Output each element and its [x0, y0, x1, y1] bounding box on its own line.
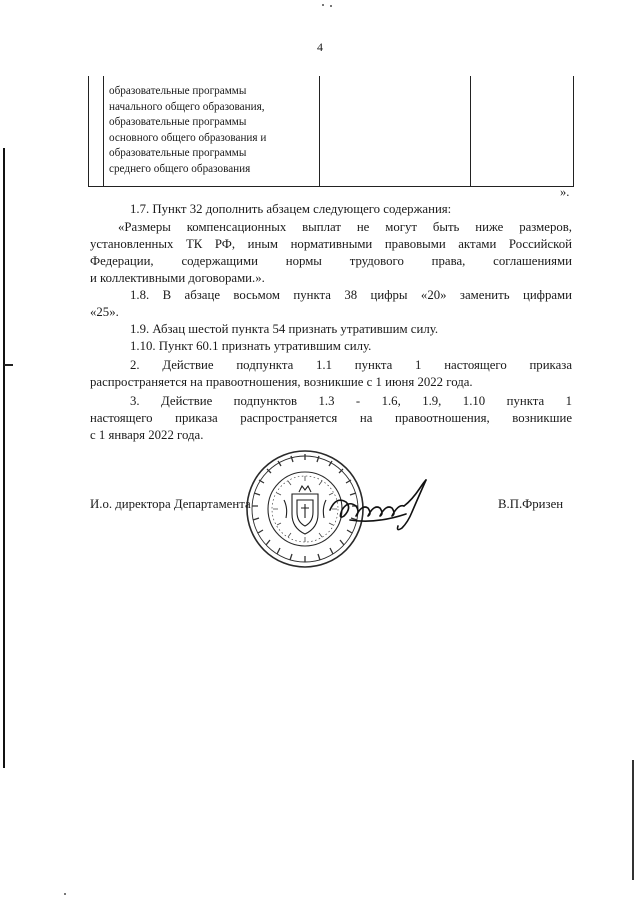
paragraph-line-text: настоящего приказа распространяется на правоотношения, возникшие	[90, 411, 572, 425]
quote-line-2	[90, 236, 572, 253]
paragraph-3-line-3: с 1 января 2022 года.	[90, 428, 204, 442]
scan-edge-line-left	[3, 148, 5, 768]
table-cell-line: начального общего образования,	[109, 100, 265, 113]
signatory-title: И.о. директора Департамента	[90, 497, 251, 511]
quote-line-3	[90, 253, 572, 270]
paragraph-line-text: 3. Действие подпунктов 1.3 - 1.6, 1.9, 1.10 пункта 1	[130, 394, 572, 408]
table-column-number	[89, 76, 104, 186]
quote-line-1	[118, 219, 572, 236]
table-cell-line: среднего общего образования	[109, 162, 251, 175]
paragraph-line-text: 2. Действие подпункта 1.1 пункта 1 настоящего приказа	[130, 358, 572, 372]
paragraph-3-line-1	[130, 393, 572, 410]
paragraph-1-9: 1.9. Абзац шестой пункта 54 признать утратившим силу.	[130, 322, 439, 336]
paragraph-1-10: 1.10. Пункт 60.1 признать утратившим силу.	[130, 339, 372, 353]
scan-edge-line-right	[632, 760, 634, 880]
table-closing-quote: ».	[560, 185, 570, 199]
quote-line-text: Федерации, содержащими нормы трудового права, соглашениями	[90, 254, 572, 268]
paragraph-2-line-2: распространяется на правоотношения, возникшие с 1 июня 2022 года.	[90, 375, 473, 389]
paragraph-2-line-1	[130, 357, 572, 374]
paragraph-1-7: 1.7. Пункт 32 дополнить абзацем следующего содержания:	[130, 202, 452, 216]
table-cell-line: образовательные программы	[109, 85, 247, 97]
page-number: 4	[317, 40, 323, 54]
paragraph-line-text: 1.8. В абзаце восьмом пункта 38 цифры «20» заменить цифрами	[130, 288, 572, 302]
table-cell-programs	[109, 84, 319, 178]
table-cell-line: образовательные программы	[109, 147, 247, 160]
scan-margin-mark	[4, 364, 13, 366]
table-cell-line: основного общего образования и	[109, 131, 267, 144]
scan-speck	[64, 893, 66, 895]
signatory-name: В.П.Фризен	[498, 497, 564, 511]
paragraph-1-8-line-2: «25».	[90, 305, 119, 319]
table-column-empty-1	[320, 76, 471, 186]
scan-speck	[330, 5, 332, 7]
paragraph-3-line-2	[90, 410, 572, 427]
scan-speck	[322, 4, 324, 6]
quote-line-4: и коллективными договорами.».	[90, 271, 265, 285]
paragraph-1-8-line-1	[130, 287, 572, 304]
handwritten-signature-image	[326, 476, 436, 536]
table-cell-line: образовательные программы	[109, 116, 247, 129]
table-fragment	[88, 76, 574, 187]
quote-line-text: «Размеры компенсационных выплат не могут быть ниже размеров,	[118, 220, 572, 234]
quote-line-text: установленных ТК РФ, иным нормативными правовыми актами Российской	[90, 237, 572, 251]
